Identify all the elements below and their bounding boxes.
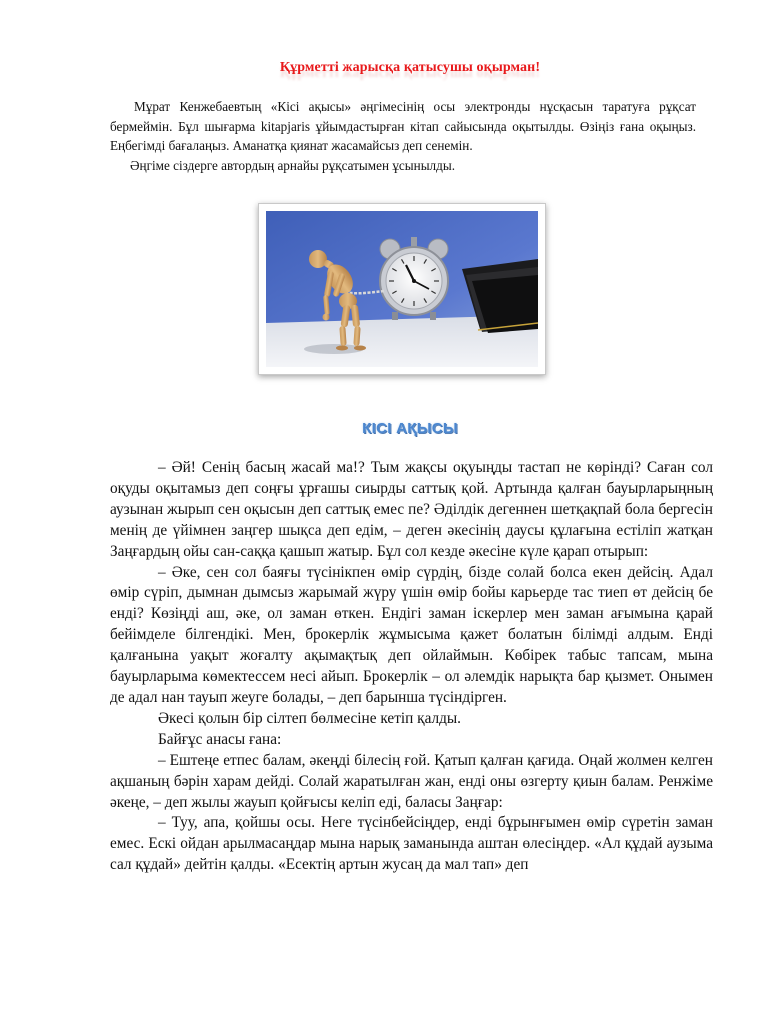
story-paragraph: – Әке, сен сол баяғы түсінікпен өмір сүрдің, бізде солай болса екен дейсің. Адал өмір сүріп, дымнан дымсыз жарымай жүру үшін өмір бойы карьерде тас тиеп өт дейсің бе енді? Көзіңді аш, әке, ол заман өткен. Ендігі заман іскерлер мен заман ағымына қарай бейімделе білгендікі. Мен, брокерлік жұмысыма қажет болатын білімді алдым. Енді қалғанына уақыт жоғалту ақымақтық деп ойлаймын. Көбірек табыс тапсам, мына бауырларыма көмектессем несі айып. Брокерлік – ол әлемдік нарықта бар қызмет. Онымен де адал нан тауып жеуге болады, – деп барынша түсіндірген.	[110, 563, 713, 706]
story-paragraph: Әкесі қолын бір сілтеп бөлмесіне кетіп қалды.	[158, 709, 462, 727]
story-paragraph: Байғұс анасы ғана:	[158, 730, 282, 748]
notice-paragraph: Мұрат Кенжебаевтың «Кісі ақысы» әңгімесінің осы электронды нұсқасын таратуға рұқсат бермеймін. Бұл шығарма kitapjaris ұйымдастырған кітап сайысында оқытылды. Өзіңіз ғана оқыңыз. Еңбегімді бағалаңыз. Аманатқа қиянат жасамайсыз деп сенемін.	[110, 99, 696, 154]
story-paragraph: – Туу, апа, қойшы осы. Неге түсінбейсіңдер, енді бұрынғымен өмір сүретін заман емес. Ескі ойдан арылмасаңдар мына нарық заманында аштан өлесіңдер. «Ал құдай аузыма сал құдай» дейтін қалды. «Есектің артын жусаң да мал тап» деп	[110, 814, 713, 874]
notice-paragraph: Әңгіме сіздерге автордың арнайы рұқсатымен ұсынылды.	[130, 157, 455, 173]
notice-title: Құрметті жарысқа қатысушы оқырман!	[279, 60, 541, 75]
story-paragraph: – Ештеңе етпес балам, әкеңді білесің ғой. Қатып қалған қағида. Оңай жолмен келген ақшаның бәрін харам дейді. Солай жаратылған жан, енді оны өзгерту қиын балам. Ренжіме әкеңе, – деп жылы жауып қойғысы келіп еді, баласы Заңғар:	[110, 751, 713, 811]
illustration-frame	[258, 203, 546, 375]
story-body	[110, 458, 713, 876]
mannequin-clock-illustration	[266, 211, 538, 367]
notice-block	[110, 97, 696, 175]
story-title: КІСІ АҚЫСЫ	[362, 420, 458, 437]
story-paragraph: – Әй! Сенің басың жасай ма!? Тым жақсы оқуыңды тастап не көрінді? Саған сол оқуды оқытамыз деп соңғы ұрғашы сиырды саттық қой. Артында қалған бауырларыңның аузынан жырып сен оқысын деп саттық емес пе? Әділдік дегеннен шетқақпай бола бергесін менің де үйімнен заңгер шықса деп едім, – деген әкесінің даусы құлағына естіліп жатқан Заңғардың ойы сан-саққа қашып жатыр. Бұл сол кезде әкесіне күле қарап отырып:	[110, 459, 713, 560]
